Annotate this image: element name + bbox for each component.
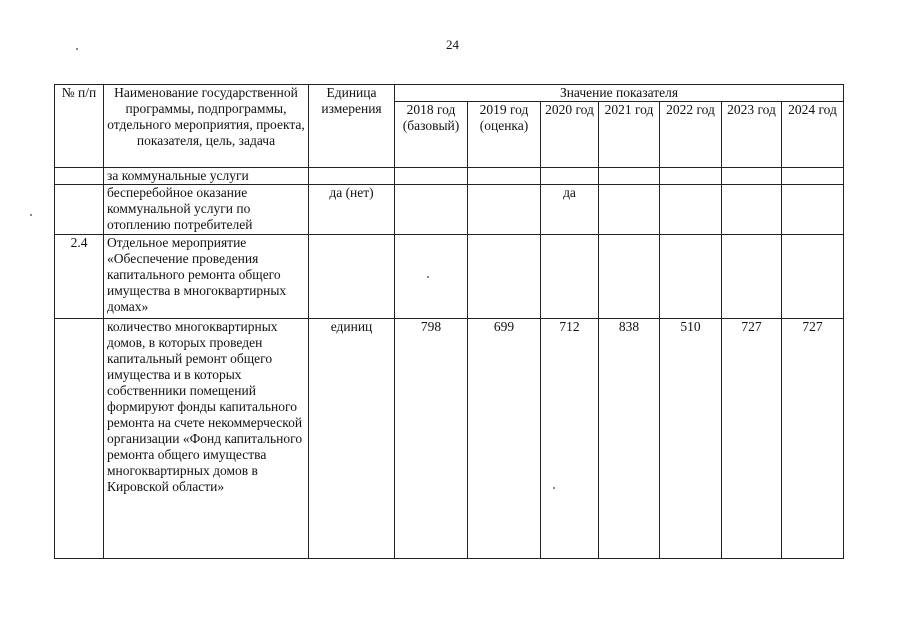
row-number bbox=[55, 168, 104, 185]
page-number: 24 bbox=[446, 37, 459, 52]
row-unit bbox=[309, 168, 395, 185]
header-year-2018: 2018 год (базовый) bbox=[395, 102, 468, 168]
table-row bbox=[55, 319, 844, 559]
header-value-group: Значение показателя bbox=[395, 85, 844, 102]
indicator-table bbox=[54, 84, 844, 559]
row-name: количество многоквартирных домов, в которых проведен капитальный ремонт общего имущества и в которых собственники помещений формируют фонды капитального ремонта на счете некоммерческой организации «Фонд капитального ремонта общего имущества многоквартирных домов в Кировской области» bbox=[104, 319, 309, 559]
value-cell bbox=[468, 168, 541, 185]
row-number bbox=[55, 319, 104, 559]
row-number: 2.4 bbox=[55, 235, 104, 319]
value-cell bbox=[468, 235, 541, 319]
header-year-2023: 2023 год bbox=[722, 102, 782, 168]
value-cell: 699 bbox=[468, 319, 541, 559]
value-cell bbox=[395, 185, 468, 235]
scan-speck bbox=[427, 276, 429, 278]
value-cell: 712 bbox=[541, 319, 599, 559]
value-cell bbox=[599, 235, 660, 319]
value-cell bbox=[722, 168, 782, 185]
table-row bbox=[55, 185, 844, 235]
value-cell: 838 bbox=[599, 319, 660, 559]
value-cell bbox=[599, 168, 660, 185]
value-cell bbox=[541, 168, 599, 185]
value-cell: 727 bbox=[722, 319, 782, 559]
row-unit bbox=[309, 235, 395, 319]
row-name: бесперебойное оказание коммунальной услуги по отоплению потребителей bbox=[104, 185, 309, 235]
row-unit: да (нет) bbox=[309, 185, 395, 235]
header-year-2024: 2024 год bbox=[782, 102, 844, 168]
row-name: Отдельное мероприятие «Обеспечение проведения капитального ремонта общего имущества в многоквартирных домах» bbox=[104, 235, 309, 319]
header-year-2020: 2020 год bbox=[541, 102, 599, 168]
value-cell bbox=[660, 235, 722, 319]
value-cell: 727 bbox=[782, 319, 844, 559]
table-row bbox=[55, 168, 844, 185]
scan-speck bbox=[553, 487, 555, 489]
value-cell bbox=[722, 185, 782, 235]
value-cell bbox=[395, 168, 468, 185]
header-unit: Единица измерения bbox=[309, 85, 395, 168]
value-cell bbox=[660, 168, 722, 185]
value-cell bbox=[782, 185, 844, 235]
header-year-2021: 2021 год bbox=[599, 102, 660, 168]
value-cell bbox=[541, 235, 599, 319]
value-cell bbox=[782, 235, 844, 319]
value-cell bbox=[395, 235, 468, 319]
value-cell bbox=[660, 185, 722, 235]
scan-speck bbox=[30, 214, 32, 216]
value-cell: 798 bbox=[395, 319, 468, 559]
header-year-2019: 2019 год (оценка) bbox=[468, 102, 541, 168]
value-cell bbox=[468, 185, 541, 235]
value-cell: 510 bbox=[660, 319, 722, 559]
value-cell: да bbox=[541, 185, 599, 235]
header-year-2022: 2022 год bbox=[660, 102, 722, 168]
value-cell bbox=[782, 168, 844, 185]
row-unit: единиц bbox=[309, 319, 395, 559]
value-cell bbox=[599, 185, 660, 235]
row-name: за коммунальные услуги bbox=[104, 168, 309, 185]
row-number bbox=[55, 185, 104, 235]
value-cell bbox=[722, 235, 782, 319]
header-name: Наименование государственной программы, подпрограммы, отдельного мероприятия, проекта, показателя, цель, задача bbox=[104, 85, 309, 168]
table-row bbox=[55, 235, 844, 319]
scan-speck bbox=[76, 48, 78, 50]
header-number: № п/п bbox=[55, 85, 104, 168]
